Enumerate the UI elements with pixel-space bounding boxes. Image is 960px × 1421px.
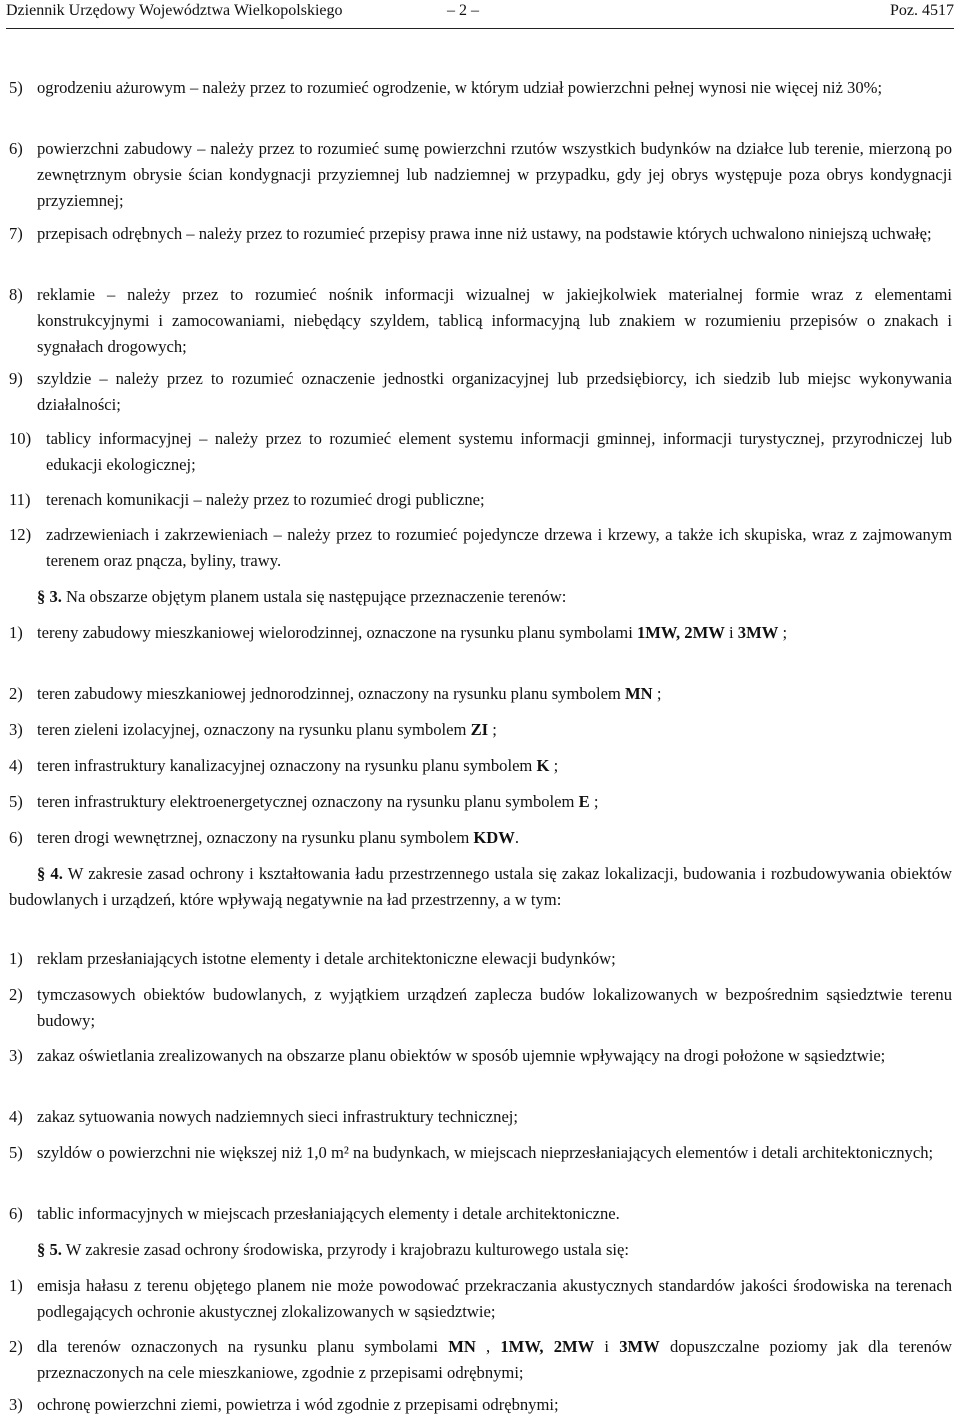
item-number: 7) xyxy=(9,224,23,243)
item-number: 10) xyxy=(9,429,32,448)
land-use-item: 6) teren drogi wewnętrznej, oznaczony na rysunku planu symbolem KDW. xyxy=(9,825,952,851)
definition-item xyxy=(9,366,952,418)
zone-symbol: MN xyxy=(625,684,653,703)
zone-symbol: K xyxy=(536,756,550,775)
section-intro: W zakresie zasad ochrony i kształtowania ładu przestrzennego ustala się zakaz lokalizacji, budowania i rozbudowywania obiektów budowlanych i urządzeń, które wpływają negatywnie na ład przestrzenny, a w tym: xyxy=(9,864,952,909)
item-number: 5) xyxy=(9,792,23,811)
page-number: – 2 – xyxy=(447,2,479,19)
item-text: teren infrastruktury kanalizacyjnej oznaczony na rysunku planu symbolem xyxy=(37,756,533,775)
item-text: tablic informacyjnych w miejscach przesłaniających elementy i detale architektoniczne. xyxy=(37,1204,620,1223)
zone-symbol: 1MW, 2MW xyxy=(500,1337,595,1356)
section-mark: § 3. xyxy=(37,587,62,606)
item-text: zakaz oświetlania zrealizowanych na obszarze planu obiektów w sposób ujemnie wpływający na drogi położone w sąsiedztwie; xyxy=(37,1046,886,1065)
restriction-item xyxy=(9,1043,952,1069)
zone-symbol: 3MW xyxy=(737,623,779,642)
restriction-item xyxy=(9,1104,952,1130)
item-text: zakaz sytuowania nowych nadziemnych sieci infrastruktury technicznej; xyxy=(37,1107,519,1126)
zone-symbol: KDW xyxy=(473,828,515,847)
item-number: 2) xyxy=(9,1337,23,1356)
item-text: terenach komunikacji – należy przez to rozumieć drogi publiczne; xyxy=(46,490,485,509)
land-use-item: 3) teren zieleni izolacyjnej, oznaczony na rysunku planu symbolem ZI ; xyxy=(9,717,952,743)
section-mark: § 4. xyxy=(37,864,63,883)
item-text: tymczasowych obiektów budowlanych, z wyjątkiem urządzeń zaplecza budów lokalizowanych w bezpośrednim sąsiedztwie terenu budowy; xyxy=(37,985,952,1030)
item-number: 6) xyxy=(9,1204,23,1223)
section-intro: Na obszarze objętym planem ustala się następujące przeznaczenie terenów: xyxy=(66,587,567,606)
position-number: Poz. 4517 xyxy=(890,2,954,19)
item-text: zadrzewieniach i zakrzewieniach – należy przez to rozumieć pojedyncze drzewa i krzewy, a także ich skupiska, wraz z zajmowanym terenem oraz pnącza, byliny, trawy. xyxy=(46,525,952,570)
section-paragraph xyxy=(9,1237,952,1263)
item-number: 2) xyxy=(9,985,23,1004)
zone-symbol: 1MW, 2MW xyxy=(636,623,725,642)
land-use-item: 4) teren infrastruktury kanalizacyjnej oznaczony na rysunku planu symbolem K ; xyxy=(9,753,952,779)
item-number: 9) xyxy=(9,369,23,388)
section-paragraph xyxy=(9,861,952,913)
item-number: 3) xyxy=(9,720,23,739)
item-text: teren drogi wewnętrznej, oznaczony na rysunku planu symbolem xyxy=(37,828,470,847)
zone-symbol: ZI xyxy=(470,720,489,739)
item-number: 4) xyxy=(9,756,23,775)
journal-title: Dziennik Urzędowy Województwa Wielkopolskiego xyxy=(6,2,343,19)
definition-item xyxy=(9,136,952,214)
item-number: 3) xyxy=(9,1046,23,1065)
item-number: 5) xyxy=(9,78,23,97)
section-intro: W zakresie zasad ochrony środowiska, przyrody i krajobrazu kulturowego ustala się: xyxy=(65,1240,629,1259)
item-number: 5) xyxy=(9,1143,23,1162)
restriction-item xyxy=(9,1201,952,1227)
item-text: tablicy informacyjnej – należy przez to rozumieć element systemu informacji gminnej, informacji turystycznej, przyrodniczej lub edukacji ekologicznej; xyxy=(46,429,952,474)
item-text: ochronę powierzchni ziemi, powietrza i wód zgodnie z przepisami odrębnymi; xyxy=(37,1395,559,1414)
restriction-item xyxy=(9,946,952,972)
item-number: 1) xyxy=(9,949,23,968)
land-use-item: 5) teren infrastruktury elektroenergetycznej oznaczony na rysunku planu symbolem E ; xyxy=(9,789,952,815)
item-text: przepisach odrębnych – należy przez to rozumieć przepisy prawa inne niż ustawy, na podstawie których uchwalono niniejszą uchwałę; xyxy=(37,224,932,243)
land-use-item: 1) tereny zabudowy mieszkaniowej wielorodzinnej, oznaczone na rysunku planu symbolami 1MW, 2MW i 3MW ; xyxy=(9,620,952,646)
section-mark: § 5. xyxy=(37,1240,62,1259)
zone-symbol: MN xyxy=(448,1337,476,1356)
item-number: 12) xyxy=(9,525,32,544)
item-number: 8) xyxy=(9,285,23,304)
item-number: 6) xyxy=(9,828,23,847)
zone-symbol: E xyxy=(578,792,590,811)
definition-item xyxy=(9,522,952,574)
environment-item xyxy=(9,1392,952,1418)
definition-item xyxy=(9,221,952,247)
item-text: szyldzie – należy przez to rozumieć oznaczenie jednostki organizacyjnej lub przedsiębiorcy, ich siedzib lub miejsc wykonywania działalności; xyxy=(37,369,952,414)
definition-item xyxy=(9,487,952,513)
item-text: tereny zabudowy mieszkaniowej wielorodzinnej, oznaczone na rysunku planu symbolami xyxy=(37,623,633,642)
restriction-item xyxy=(9,1140,952,1166)
item-text: reklamie – należy przez to rozumieć nośnik informacji wizualnej w jakiejkolwiek materialnej formie wraz z elementami konstrukcyjnymi i zamocowaniami, niebędący szyldem, tablicą informacyjną lub znakiem w rozumieniu przepisów o znakach i sygnałach drogowych; xyxy=(37,285,952,356)
item-number: 3) xyxy=(9,1395,23,1414)
item-text: teren zabudowy mieszkaniowej jednorodzinnej, oznaczony na rysunku planu symbolem xyxy=(37,684,621,703)
page-header xyxy=(6,0,954,29)
item-number: 1) xyxy=(9,1276,23,1295)
item-text: powierzchni zabudowy – należy przez to rozumieć sumę powierzchni rzutów wszystkich budynków na działce lub terenie, mierzoną po zewnętrznym obrysie ścian kondygnacji przyziemnej lub nadziemnej w przypadku, gdy jej obrys występuje poza obrys kondygnacji przyziemnej; xyxy=(37,139,952,210)
item-text: szyldów o powierzchni nie większej niż 1,0 m² na budynkach, w miejscach nieprzesłaniających elementów i detali architektonicznych; xyxy=(37,1143,934,1162)
environment-item xyxy=(9,1273,952,1325)
section-paragraph xyxy=(9,584,952,610)
item-number: 4) xyxy=(9,1107,23,1126)
item-number: 11) xyxy=(9,490,31,509)
land-use-item: 2) teren zabudowy mieszkaniowej jednorodzinnej, oznaczony na rysunku planu symbolem MN ; xyxy=(9,681,952,707)
item-number: 6) xyxy=(9,139,23,158)
item-text: reklam przesłaniających istotne elementy i detale architektoniczne elewacji budynków; xyxy=(37,949,616,968)
item-number: 1) xyxy=(9,623,23,642)
zone-symbol: 3MW xyxy=(619,1337,660,1356)
restriction-item xyxy=(9,982,952,1034)
item-text: teren infrastruktury elektroenergetycznej oznaczony na rysunku planu symbolem xyxy=(37,792,575,811)
item-text: dla terenów oznaczonych na rysunku planu symbolami xyxy=(37,1337,439,1356)
item-text: emisja hałasu z terenu objętego planem nie może powodować przekraczania akustycznych standardów jakości środowiska na terenach podlegających ochronie akustycznej zlokalizowanych w sąsiedztwie; xyxy=(37,1276,952,1321)
item-text: teren zieleni izolacyjnej, oznaczony na rysunku planu symbolem xyxy=(37,720,467,739)
definition-item xyxy=(9,75,952,101)
definition-item xyxy=(9,282,952,360)
item-text: ogrodzeniu ażurowym – należy przez to rozumieć ogrodzenie, w którym udział powierzchni pełnej wynosi nie więcej niż 30%; xyxy=(37,78,883,97)
item-number: 2) xyxy=(9,684,23,703)
environment-item: 2) dla terenów oznaczonych na rysunku planu symbolami MN , 1MW, 2MW i 3MW dopuszczalne poziomy jak dla terenów przeznaczonych na cele mieszkaniowe, zgodnie z przepisami odrębnymi; xyxy=(9,1334,952,1386)
definition-item xyxy=(9,426,952,478)
